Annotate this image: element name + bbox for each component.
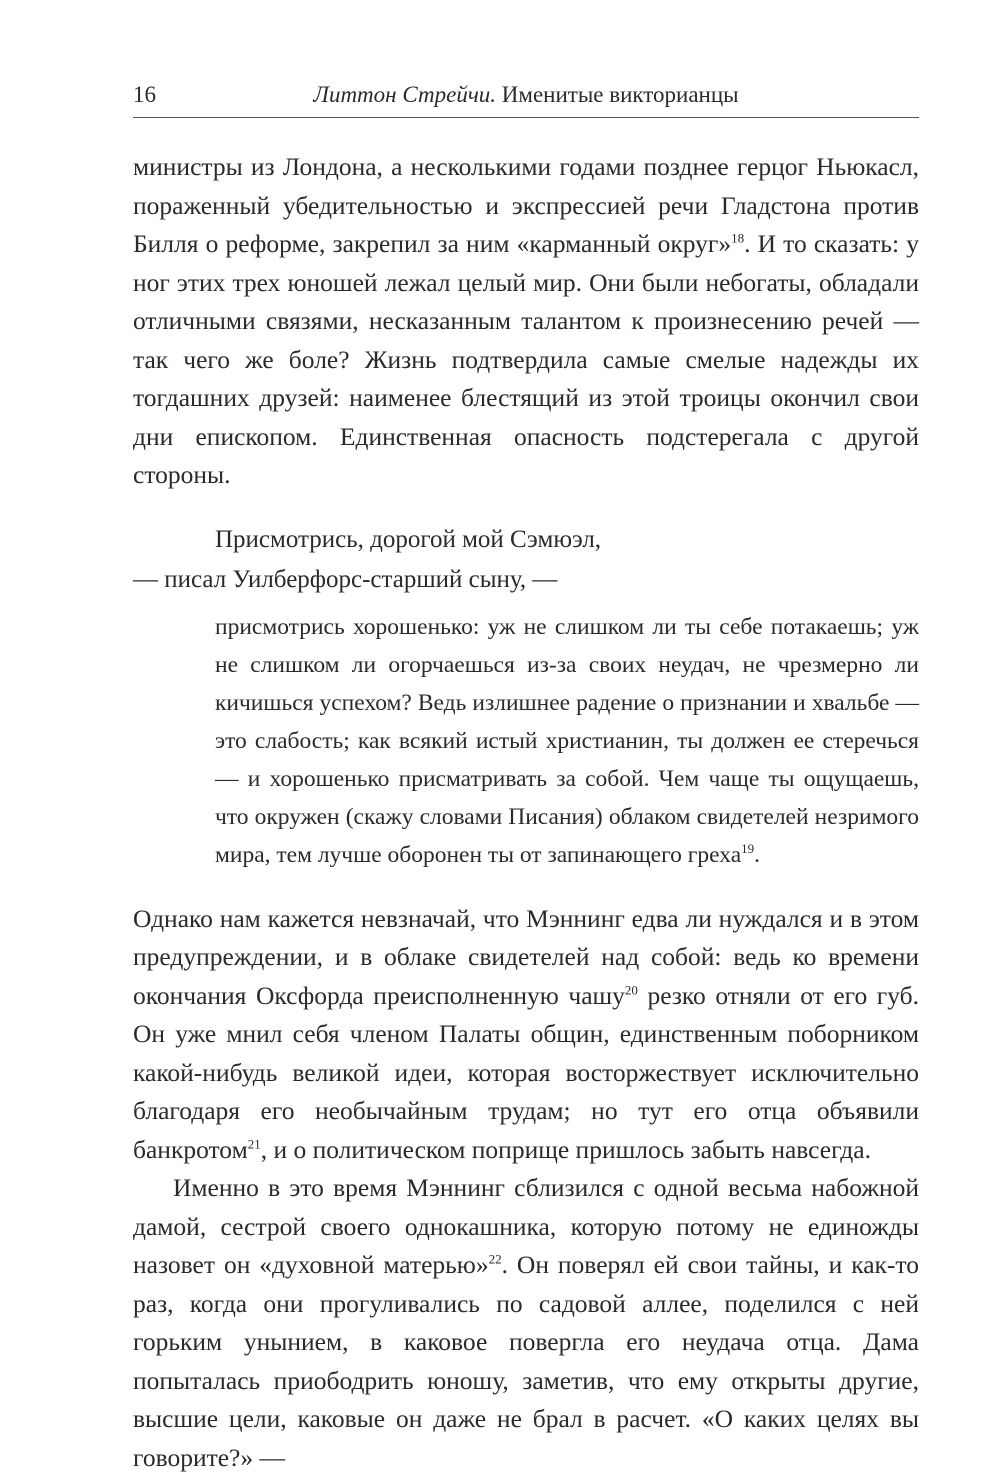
block-quote-end: .: [754, 841, 761, 868]
header-title: [133, 78, 919, 112]
page-number: 16: [133, 82, 156, 107]
attribution-line: — писал Уилберфорс-старший сыну, —: [133, 566, 558, 593]
block-quote: [215, 608, 919, 874]
header-book-title: Именитые викторианцы: [501, 82, 739, 107]
footnote-ref-22: 22: [488, 1251, 502, 1267]
paragraph-3-text-b: . Он поверял ей свои тайны, и как-то раз, когда они прогуливались по садовой аллее, поделился с ней горьким унынием, в каковое повергла его неудача отца. Дама попыталась приободрить юношу, заметив, что ему открыты другие, высшие цели, каковые он даже не брал в расчет. «О каких целях вы говорите?» —: [133, 1250, 919, 1472]
paragraph-3-text-a: Именно в это время Мэннинг сблизился с одной весьма набожной дамой, сестрой своего однокашника, которую потому не единожды назовет он «духовной матерью»: [133, 1173, 919, 1279]
header-rule: [133, 117, 919, 118]
block-quote-text: присмотрись хорошенько: уж не слишком ли ты себе потакаешь; уж не слишком ли огорчаешься из-за своих неудач, не чрезмерно ли кичишься успехом? Ведь излишнее радение о признании и хвальбе — это слабость; как всякий истый христианин, ты должен ее стеречься — и хорошенько присматривать за собой. Чем чаще ты ощущаешь, что окружен (скажу словами Писания) облаком свидетелей незримого мира, тем лучше оборонен ты от запинающего греха: [215, 613, 919, 868]
paragraph-1: [133, 148, 919, 495]
paragraph-1-text-b: . И то сказать: у ног этих трех юношей лежал целый мир. Они были небогаты, обладали отличными связями, несказанным талантом к произнесению речей — так чего же боле? Жизнь подтвердила самые смелые надежды их тогдашних друзей: наименее блестящий из этой троицы окончил свои дни епископом. Единственная опасность подстерегала с другой стороны.: [133, 229, 919, 489]
paragraph-2-text-c: , и о политическом поприще пришлось забыть навсегда.: [260, 1134, 871, 1164]
paragraph-2-text-b: резко отняли от его губ. Он уже мнил себя членом Палаты общин, единственным поборником какой-нибудь великой идеи, которая восторжествует исключительно благодаря его необычайным трудам; но тут его отца объявили банкротом: [133, 980, 919, 1164]
running-header: [133, 78, 919, 112]
paragraph-1-text-a: министры из Лондона, а несколькими годами позднее герцог Ньюкасл, пораженный убедительностью и экспрессией речи Гладстона против Билля о реформе, закрепил за ним «карманный округ»: [133, 152, 919, 258]
body-text: [133, 148, 919, 1477]
footnote-ref-20: 20: [624, 982, 638, 997]
paragraph-2: [133, 900, 919, 1170]
verse-line: Присмотрись, дорогой мой Сэмюэл,: [215, 525, 602, 553]
footnote-ref-18: 18: [731, 230, 745, 246]
footnote-ref-19: 19: [741, 840, 755, 856]
paragraph-2-text-a: Однако нам кажется невзначай, что Мэннинг едва ли нуждался и в этом предупреждении, и в облаке свидетелей над собой: ведь ко времени окончания Оксфорда преисполненную чашу: [133, 903, 919, 1010]
header-author: Литтон Стрейчи.: [313, 82, 497, 107]
footnote-ref-21: 21: [247, 1136, 261, 1151]
paragraph-3: [133, 1169, 919, 1477]
